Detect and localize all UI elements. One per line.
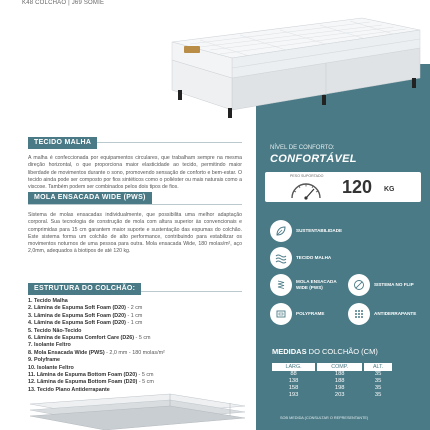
list-item: 6. Lâmina de Espuma Comfort Care (D26) - 5 cm bbox=[28, 335, 151, 342]
feature-sustentabilidade: SUSTENTABILIDADE bbox=[270, 220, 342, 242]
comfort-level-label: NÍVEL DE CONFORTO: bbox=[270, 145, 335, 151]
product-code: K48 COLCHÃO | J69 SOMIE bbox=[22, 0, 105, 6]
feature-mola-ensacada: MOLA ENSACADA WIDE (PWS) bbox=[270, 274, 342, 296]
list-item: 4. Lâmina de Espuma Soft Foam (D20) - 1 cm bbox=[28, 320, 143, 327]
table-row: 138 188 35 bbox=[288, 378, 382, 384]
list-item: 10. Isolante Feltro bbox=[28, 364, 74, 371]
column-header: COMP. bbox=[317, 363, 362, 371]
list-item: 7. Isolante Feltro bbox=[28, 342, 71, 349]
list-item: 11. Lâmina de Espuma Bottom Foam (D20) - 5 cm bbox=[28, 372, 154, 379]
leaf-icon bbox=[270, 220, 292, 242]
table-row: 158 198 35 bbox=[288, 385, 382, 391]
section-title-estrutura: ESTRUTURA DO COLCHÃO: bbox=[28, 283, 141, 295]
weight-caption: PESO SUPORTADO bbox=[290, 174, 324, 178]
dimensions-title: MEDIDAS DO COLCHÃO (CM) bbox=[272, 347, 378, 356]
weight-unit: KG bbox=[384, 186, 395, 193]
spring-icon bbox=[270, 274, 292, 296]
list-item: 3. Lâmina de Espuma Soft Foam (D20) - 1 cm bbox=[28, 312, 143, 319]
feature-tecido-malha: TECIDO MALHA bbox=[270, 247, 331, 269]
mola-description: Sistema de molas ensacadas individualmente, que possibilita uma melhor adaptação corporal. Sua tecnologia de construção de mola com altura superior às convencionais e comprimidas para 15 cm garantem maior suporte e sustentação das espumas do colchão. Este sistema forma um colchão de alto performance, contribuindo para estabilizar os movimentos noturnos de uma pessoa para outra. Mola ensacada Wide, 180 molas/m², aço 2,0mm, adequados à biotipos de até 120 kg. bbox=[28, 212, 242, 255]
list-item: 9. Polyframe bbox=[28, 357, 61, 364]
feature-no-flip: SISTEMA NO FLIP bbox=[348, 274, 420, 296]
mattress-layers-illustration bbox=[20, 392, 250, 430]
feature-antiderrapante: ANTIDERRAPANTE bbox=[348, 303, 420, 325]
list-item: 2. Lâmina de Espuma Soft Foam (D20) - 2 cm bbox=[28, 305, 143, 312]
list-item: 8. Mola Ensacada Wide (PWS) - 2,0 mm - 180 molas/m² bbox=[28, 349, 165, 356]
weight-value: 120 bbox=[342, 177, 373, 197]
gauge-icon bbox=[288, 180, 324, 200]
anti-slip-icon bbox=[348, 303, 370, 325]
mattress-illustration bbox=[0, 0, 430, 118]
no-flip-icon bbox=[348, 274, 370, 296]
frame-icon bbox=[270, 303, 292, 325]
feature-polyframe: POLYFRAME bbox=[270, 303, 342, 325]
table-row: 88 188 35 bbox=[290, 371, 382, 377]
list-item: 12. Lâmina de Espuma Bottom Foam (D20) - 5 cm bbox=[28, 379, 154, 386]
fabric-icon bbox=[270, 247, 292, 269]
structure-list bbox=[28, 298, 248, 394]
list-item: 1. Tecido Malha bbox=[28, 298, 68, 304]
list-item: 13. Tecido Plano Antiderrapante bbox=[28, 386, 110, 393]
table-row: 193 203 35 bbox=[288, 392, 382, 398]
dimensions-note: SOB MEDIDA (CONSULTAR O REPRESENTANTE) bbox=[280, 416, 369, 420]
section-title-tecido: TECIDO MALHA bbox=[28, 137, 97, 149]
column-header: ALT. bbox=[364, 363, 392, 371]
divider bbox=[28, 204, 242, 205]
dimensions-table bbox=[272, 363, 392, 399]
column-header: LARG. bbox=[272, 363, 315, 371]
comfort-level-value: CONFORTÁVEL bbox=[270, 153, 357, 165]
tecido-description: A malha é confeccionada por equipamentos circulares, que trabalham sempre na mesma direção horizontal, o que proporciona maior elasticidade ao tecido, permitindo maior liberdade de movimentos durante o sono, promovendo sensação de conforto e bem-estar. O tecido ainda pode ser composto por fios sintéticos como o poliéster ou mais naturais como a viscose. Também podem ser combinados pelos dois tipos de fios. bbox=[28, 155, 242, 191]
section-title-mola: MOLA ENSACADA WIDE (PWS) bbox=[28, 192, 152, 204]
list-item: 5. Tecido Não-Tecido bbox=[28, 327, 82, 334]
